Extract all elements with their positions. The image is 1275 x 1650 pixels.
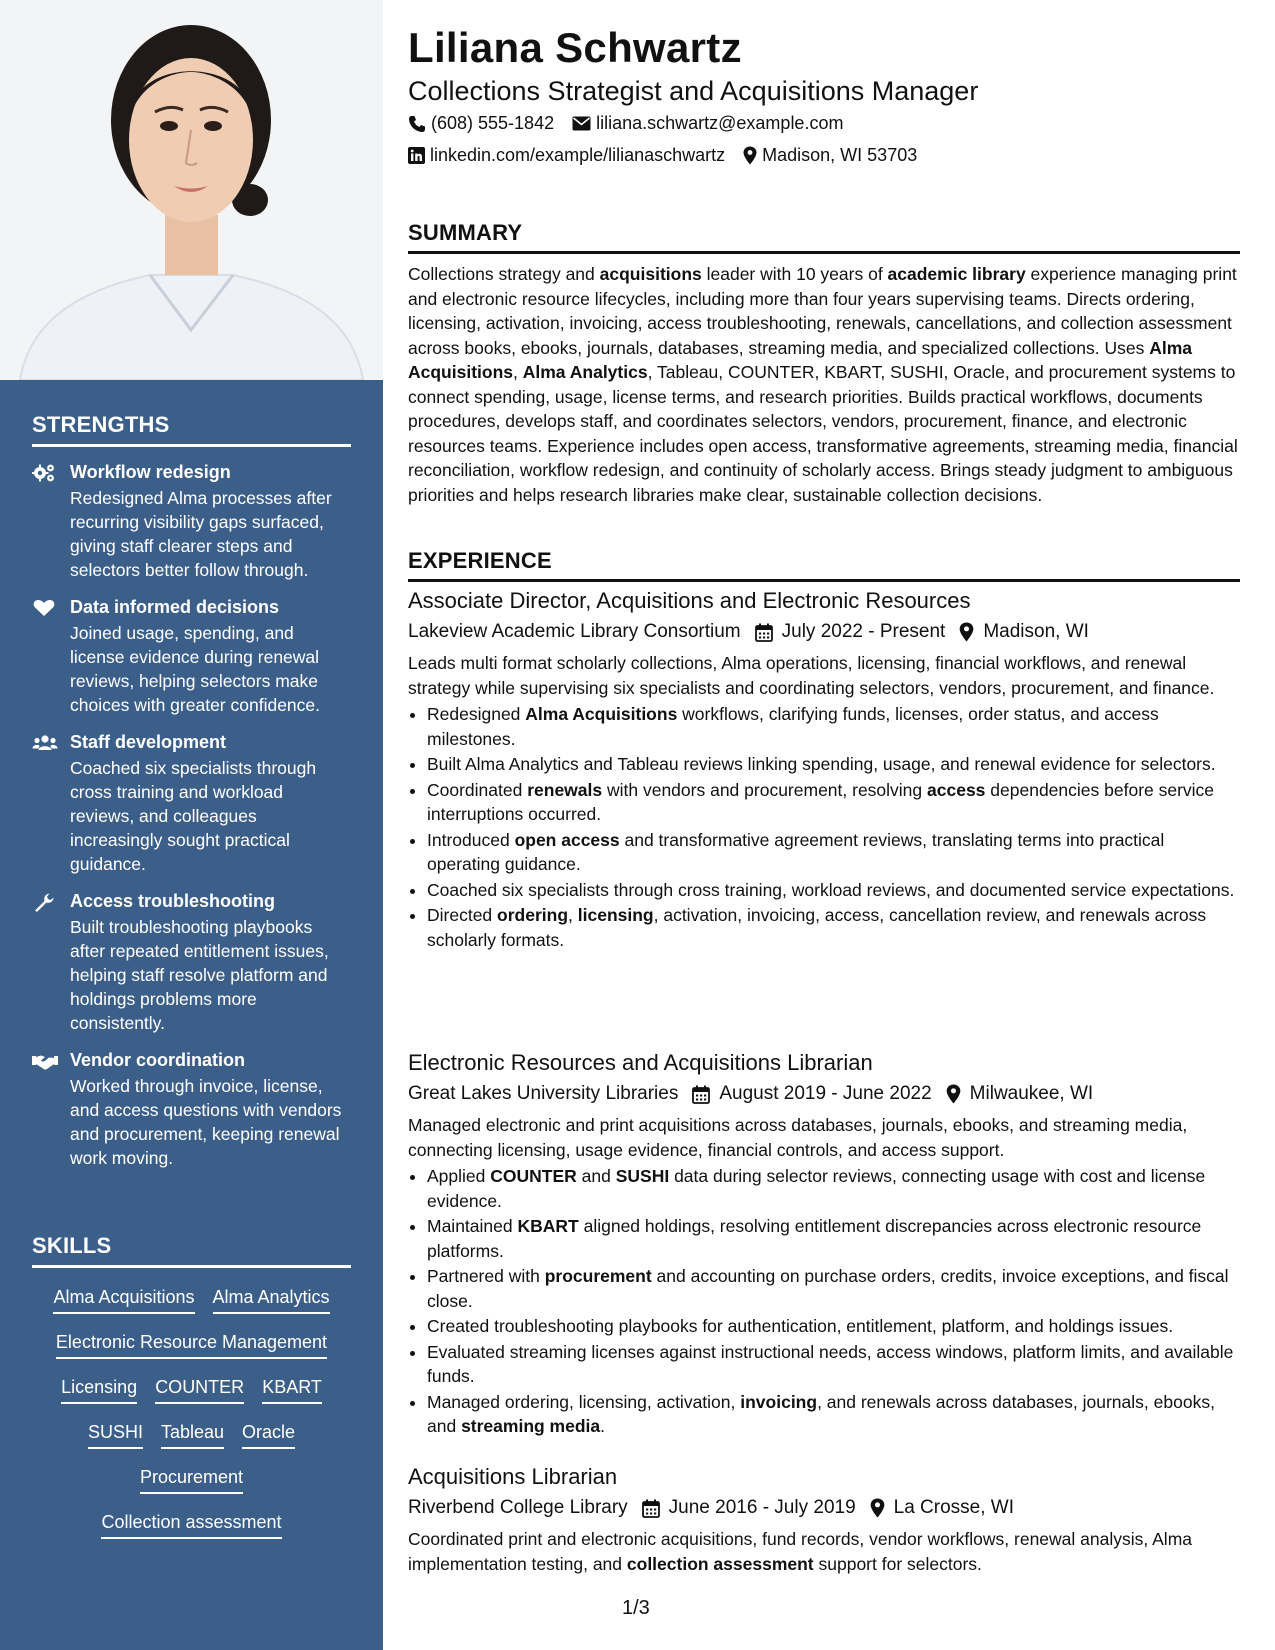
- summary-section: [408, 220, 1240, 507]
- bold-keyword: invoicing: [740, 1391, 818, 1412]
- skill-row: [32, 1368, 351, 1413]
- text-run: data during selector reviews, connecting usage with cost and license evidence.: [427, 1166, 1206, 1211]
- skill-row: [32, 1458, 351, 1503]
- bold-keyword: acquisitions: [599, 264, 702, 284]
- date-range: August 2019 - June 2022: [719, 1083, 932, 1104]
- text-run: Coached six specialists through cross training, workload reviews, and documented service expectations.: [427, 879, 1235, 900]
- skill-tag: Alma Analytics: [213, 1287, 330, 1314]
- employer-name: Lakeview Academic Library Consortium: [408, 621, 741, 642]
- job-summary: Leads multi format scholarly collections, Alma operations, licensing, financial workflows, and renewal strategy while supervising six specialists and coordinating selectors, vendors, procurement, and finance.: [408, 653, 1215, 698]
- phone-contact[interactable]: [408, 113, 554, 134]
- text-run: Directed: [427, 905, 498, 925]
- text-run: Evaluated streaming licenses against instructional needs, access windows, platform limits, and available funds.: [427, 1341, 1234, 1386]
- text-run: , and renewals across databases, journals, ebooks, and: [427, 1391, 1215, 1436]
- skills-heading: SKILLS: [32, 1233, 351, 1268]
- text-run: and accounting on purchase orders, credits, invoice exceptions, and fiscal close.: [427, 1266, 1229, 1311]
- skill-row: [32, 1323, 351, 1368]
- bold-keyword: streaming media: [461, 1416, 601, 1436]
- bold-keyword: collection assessment: [626, 1553, 814, 1574]
- text-run: leader with 10 years of: [701, 264, 888, 284]
- linkedin-icon: [408, 147, 425, 164]
- text-run: aligned holdings, resolving entitlement discrepancies across electronic resource platforms.: [427, 1216, 1202, 1261]
- strength-item: [32, 890, 351, 1035]
- contact-line-2: [408, 145, 917, 166]
- job-bullet: [427, 1264, 1240, 1313]
- bold-keyword: licensing: [577, 905, 654, 925]
- job-summary: [408, 1527, 1240, 1576]
- job-dates: [642, 1495, 856, 1521]
- job-title: Electronic Resources and Acquisitions Librarian: [408, 1050, 873, 1075]
- skill-row: [32, 1278, 351, 1323]
- text-run: Partnered with: [427, 1266, 545, 1286]
- job-summary: Managed electronic and print acquisitions across databases, journals, ebooks, and streaming media, connecting licensing, usage evidence, financial controls, and access support.: [408, 1115, 1188, 1160]
- job-meta: [408, 619, 1240, 645]
- job-bullet: [427, 903, 1240, 952]
- job-dates: [755, 619, 946, 645]
- bold-keyword: Alma Acquisitions: [408, 337, 1193, 382]
- strength-item: [32, 731, 351, 876]
- linkedin-url: linkedin.com/example/lilianaschwartz: [430, 145, 726, 165]
- strength-description: Redesigned Alma processes after recurring visibility gaps surfaced, giving staff clearer steps and selectors better follow through.: [70, 488, 332, 580]
- job-entry: [408, 587, 1240, 953]
- strength-title: Vendor coordination: [70, 1050, 246, 1070]
- summary-text: [408, 262, 1240, 507]
- job-bullet: [427, 778, 1240, 827]
- text-run: ,: [568, 905, 578, 925]
- text-run: support for selectors.: [813, 1553, 982, 1574]
- envelope-icon: [572, 116, 591, 131]
- text-run: Collections strategy and: [408, 264, 600, 284]
- location-text: Milwaukee, WI: [969, 1083, 1094, 1104]
- calendar-icon: [642, 1499, 660, 1518]
- strength-title: Workflow redesign: [70, 462, 231, 482]
- skill-tag: Tableau: [161, 1422, 224, 1449]
- strength-title: Staff development: [70, 732, 227, 752]
- employer: [408, 1081, 678, 1107]
- contact-line-1: [408, 113, 843, 134]
- job-title: Associate Director, Acquisitions and Electronic Resources: [408, 588, 971, 613]
- job-bullet: [427, 878, 1240, 903]
- text-run: Built Alma Analytics and Tableau reviews linking spending, usage, and renewal evidence for selectors.: [427, 754, 1216, 774]
- candidate-headline: Collections Strategist and Acquisitions Manager: [408, 76, 979, 106]
- job-meta: [408, 1081, 1240, 1107]
- job-bullet: [427, 1314, 1240, 1339]
- bold-keyword: open access: [514, 829, 620, 850]
- skill-tag: Alma Acquisitions: [53, 1287, 194, 1314]
- strength-title: Data informed decisions: [70, 597, 280, 617]
- job-bullet: [427, 1214, 1240, 1263]
- text-run: Managed ordering, licensing, activation,: [427, 1391, 741, 1412]
- job-location: [959, 619, 1089, 645]
- skill-tag: KBART: [262, 1377, 322, 1404]
- linkedin-contact[interactable]: [408, 145, 725, 166]
- skill-tag: Electronic Resource Management: [56, 1332, 327, 1359]
- strength-item: [32, 461, 351, 582]
- text-run: experience managing print and electronic resource lifecycles, including more than four years supervising teams. Directs ordering, licensing, activation, invoicing, access troubleshooting, renewals, cancellations, and collection assessment across books, ebooks, journals, databases, streaming media, and specialized collections. Uses: [408, 264, 1237, 358]
- skill-tag: Procurement: [140, 1467, 243, 1494]
- phone-icon: [408, 115, 426, 133]
- strength-title: Access troubleshooting: [70, 891, 276, 911]
- wrench-icon: [32, 892, 56, 912]
- bold-keyword: renewals: [527, 779, 603, 800]
- job-location: [946, 1081, 1094, 1107]
- text-run: Applied: [427, 1166, 491, 1186]
- employer: [408, 1495, 628, 1521]
- employer-name: Riverbend College Library: [408, 1497, 628, 1518]
- users-icon: [32, 733, 56, 753]
- job-location: [870, 1495, 1014, 1521]
- skill-tag: Oracle: [242, 1422, 295, 1449]
- bold-keyword: SUSHI: [615, 1166, 670, 1186]
- skills-section: [32, 1233, 351, 1548]
- experience-heading: EXPERIENCE: [408, 548, 1240, 582]
- skills-list: [32, 1278, 351, 1548]
- candidate-name: Liliana Schwartz: [408, 24, 742, 71]
- text-run: Coordinated print and electronic acquisitions, fund records, vendor workflows, renewal analysis, Alma implementation testing, and: [408, 1529, 1193, 1574]
- job-bullet: [427, 1164, 1240, 1213]
- skill-tag: COUNTER: [155, 1377, 244, 1404]
- map-pin-icon: [870, 1498, 885, 1518]
- calendar-icon: [692, 1085, 710, 1104]
- text-run: and: [576, 1166, 616, 1186]
- strength-description: Coached six specialists through cross training and workload reviews, and colleagues increasingly sought practical guidance.: [70, 758, 317, 874]
- bold-keyword: KBART: [517, 1216, 579, 1236]
- text-run: workflows, clarifying funds, licenses, order status, and access milestones.: [427, 704, 1159, 749]
- text-run: and transformative agreement reviews, translating terms into practical operating guidance.: [427, 829, 1165, 874]
- location-text: Madison, WI 53703: [762, 145, 918, 165]
- text-run: .: [600, 1416, 606, 1436]
- portrait-illustration: [0, 0, 383, 380]
- job-entry: [408, 1463, 1240, 1576]
- job-dates: [692, 1081, 931, 1107]
- strengths-heading: STRENGTHS: [32, 412, 351, 447]
- bold-keyword: COUNTER: [490, 1166, 577, 1186]
- job-meta: [408, 1495, 1240, 1521]
- skill-row: [32, 1413, 351, 1458]
- bold-keyword: Alma Acquisitions: [525, 704, 678, 724]
- job-title: Acquisitions Librarian: [408, 1464, 618, 1489]
- bold-keyword: access: [927, 779, 986, 800]
- strength-item: [32, 1049, 351, 1170]
- phone-number: (608) 555-1842: [431, 113, 555, 133]
- email-contact[interactable]: [572, 113, 843, 134]
- text-run: ,: [513, 362, 523, 382]
- sidebar: [0, 0, 383, 1650]
- text-run: Redesigned: [427, 704, 526, 724]
- strength-description: Joined usage, spending, and license evidence during renewal reviews, helping selectors make choices with greater confidence.: [70, 623, 320, 715]
- skill-tag: Licensing: [61, 1377, 137, 1404]
- email-address: liliana.schwartz@example.com: [596, 113, 844, 133]
- text-run: Maintained: [427, 1216, 518, 1236]
- handshake-icon: [32, 1051, 56, 1071]
- strength-item: [32, 596, 351, 717]
- employer: [408, 619, 741, 645]
- text-run: , Tableau, COUNTER, KBART, SUSHI, Oracle, and procurement systems to connect spending, usage, license terms, and research priorities. Builds practical workflows, documents procedures, develops staff, and coordinates selectors, vendors, procurement, finance, and electronic resources teams. Experience includes open access, transformative agreements, streaming media, financial reconciliation, workflow redesign, and continuity of scholarly access. Brings steady judgment to ambiguous priorities and helps research libraries make clear, sustainable collection decisions.: [408, 362, 1238, 505]
- experience-section: [408, 548, 1240, 582]
- map-pin-icon: [946, 1084, 961, 1104]
- map-pin-icon: [959, 622, 974, 642]
- job-bullets: [408, 702, 1240, 952]
- strengths-section: [32, 412, 351, 1170]
- bold-keyword: academic library: [887, 264, 1026, 284]
- text-run: Created troubleshooting playbooks for authentication, entitlement, platform, and holdings issues.: [427, 1316, 1174, 1336]
- gears-icon: [32, 463, 56, 483]
- skill-tag: Collection assessment: [101, 1512, 281, 1539]
- bold-keyword: ordering: [497, 905, 569, 925]
- heart-icon: [32, 598, 56, 618]
- date-range: June 2016 - July 2019: [668, 1497, 856, 1518]
- profile-photo: [0, 0, 383, 380]
- job-bullet: [427, 828, 1240, 877]
- text-run: with vendors and procurement, resolving: [602, 779, 928, 800]
- job-bullet: [427, 1390, 1240, 1439]
- page-number: 1/3: [622, 1597, 650, 1619]
- job-bullet: [427, 1340, 1240, 1389]
- text-run: , activation, invoicing, access, cancellation review, and renewals across scholarly formats.: [427, 905, 1207, 950]
- strength-description: Worked through invoice, license, and access questions with vendors and procurement, keeping renewal work moving.: [70, 1076, 342, 1168]
- skill-row: [32, 1503, 351, 1548]
- text-run: Coordinated: [427, 779, 528, 800]
- employer-name: Great Lakes University Libraries: [408, 1083, 679, 1104]
- job-bullet: [427, 702, 1240, 751]
- summary-heading: SUMMARY: [408, 220, 1240, 254]
- text-run: dependencies before service interruptions occurred.: [427, 779, 1215, 824]
- bold-keyword: Alma Analytics: [522, 362, 648, 382]
- text-run: Introduced: [427, 829, 515, 850]
- map-pin-icon: [743, 146, 757, 165]
- bold-keyword: procurement: [544, 1266, 652, 1286]
- location-text: Madison, WI: [983, 621, 1089, 642]
- skill-tag: SUSHI: [88, 1422, 143, 1449]
- location-contact: [743, 145, 917, 166]
- job-bullet: [427, 752, 1240, 777]
- date-range: July 2022 - Present: [781, 621, 946, 642]
- calendar-icon: [755, 623, 773, 642]
- job-bullets: [408, 1164, 1240, 1439]
- location-text: La Crosse, WI: [893, 1497, 1015, 1518]
- job-entry: [408, 1049, 1240, 1440]
- strength-description: Built troubleshooting playbooks after repeated entitlement issues, helping staff resolve platform and holdings problems more consistently.: [70, 917, 329, 1033]
